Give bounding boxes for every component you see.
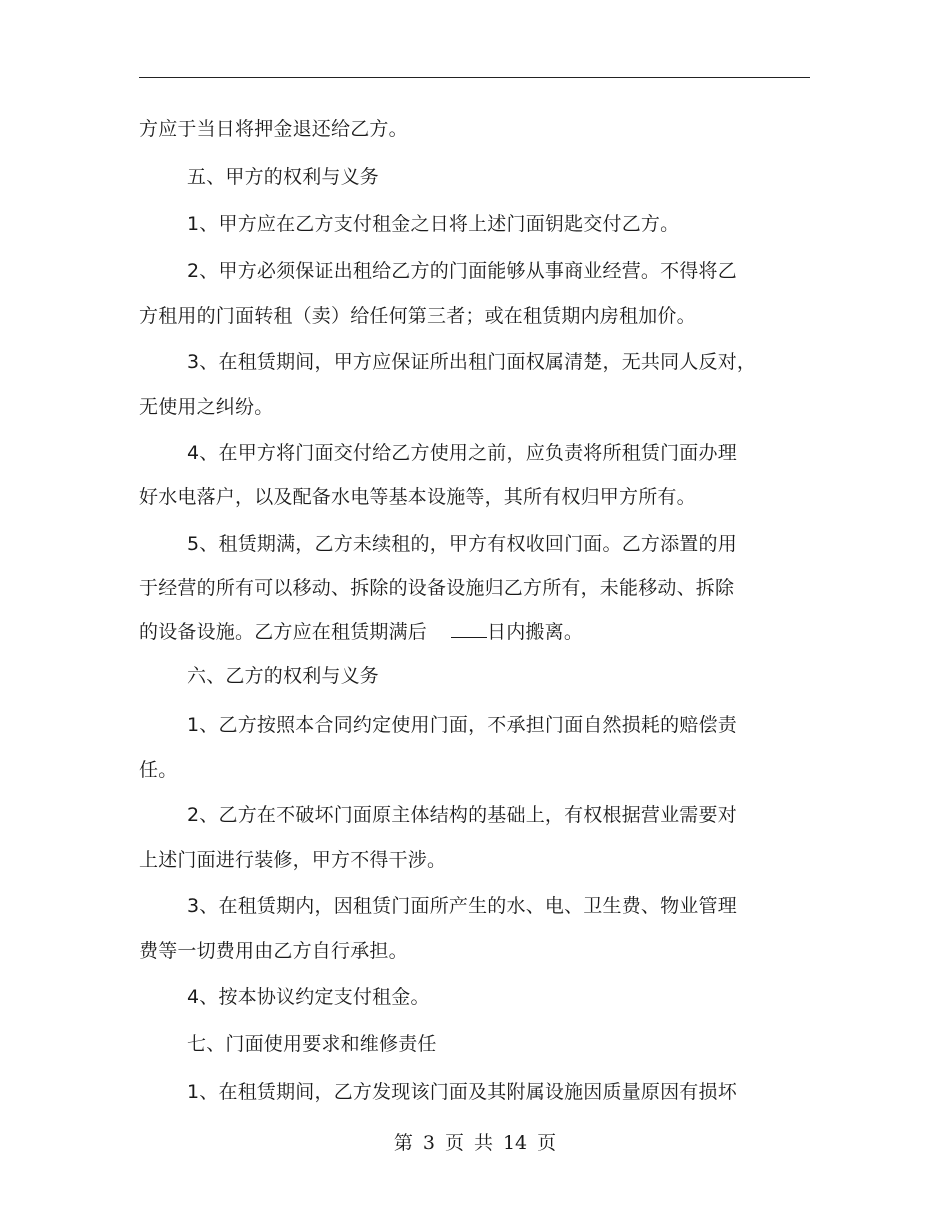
paragraph-line: 方应于当日将押金退还给乙方。 [139, 118, 408, 140]
footer-total-pages: 14 [502, 1132, 528, 1154]
paragraph-line: 2、甲方必须保证出租给乙方的门面能够从事商业经营。不得将乙 [187, 260, 737, 282]
paragraph-line: 于经营的所有可以移动、拆除的设备设施归乙方所有，未能移动、拆除 [139, 577, 735, 599]
paragraph-line: 1、甲方应在乙方支付租金之日将上述门面钥匙交付乙方。 [187, 213, 680, 235]
header-rule [139, 77, 810, 78]
footer-page-suffix: 页 [537, 1132, 557, 1154]
section-heading-6: 六、乙方的权利与义务 [187, 665, 380, 687]
paragraph-line: 1、在租赁期间，乙方发现该门面及其附属设施因质量原因有损坏 [187, 1081, 737, 1103]
paragraph-line: 方租用的门面转租（卖）给任何第三者；或在租赁期内房租加价。 [139, 305, 696, 327]
section-heading-5: 五、甲方的权利与义务 [187, 166, 380, 188]
paragraph-line: 4、按本协议约定支付租金。 [187, 986, 430, 1008]
paragraph-line: 4、在甲方将门面交付给乙方使用之前，应负责将所租赁门面办理 [187, 442, 737, 464]
paragraph-text: 的设备设施。乙方应在租赁期满后 [139, 621, 428, 643]
page-footer [0, 1131, 950, 1155]
paragraph-line: 3、在租赁期内，因租赁门面所产生的水、电、卫生费、物业管理 [187, 895, 737, 917]
footer-page-mid: 页 [444, 1132, 464, 1154]
fill-in-blank [451, 621, 487, 638]
footer-total-prefix: 共 [473, 1132, 493, 1154]
paragraph-line-with-blank [139, 620, 583, 644]
paragraph-line: 5、租赁期满，乙方未续租的，甲方有权收回门面。乙方添置的用 [187, 533, 737, 555]
paragraph-line: 3、在租赁期间，甲方应保证所出租门面权属清楚，无共同人反对， [187, 351, 757, 373]
paragraph-line: 任。 [139, 759, 178, 781]
footer-page-prefix: 第 [393, 1132, 413, 1154]
paragraph-text: 日内搬离。 [487, 621, 584, 643]
footer-current-page: 3 [422, 1132, 435, 1154]
paragraph-line: 上述门面进行装修，甲方不得干涉。 [139, 849, 447, 871]
paragraph-line: 2、乙方在不破坏门面原主体结构的基础上，有权根据营业需要对 [187, 804, 737, 826]
paragraph-line: 费等一切费用由乙方自行承担。 [139, 940, 408, 962]
section-heading-7: 七、门面使用要求和维修责任 [187, 1033, 437, 1055]
paragraph-line: 无使用之纠纷。 [139, 396, 274, 418]
paragraph-line: 1、乙方按照本合同约定使用门面，不承担门面自然损耗的赔偿责 [187, 714, 737, 736]
paragraph-line: 好水电落户，以及配备水电等基本设施等，其所有权归甲方所有。 [139, 486, 696, 508]
